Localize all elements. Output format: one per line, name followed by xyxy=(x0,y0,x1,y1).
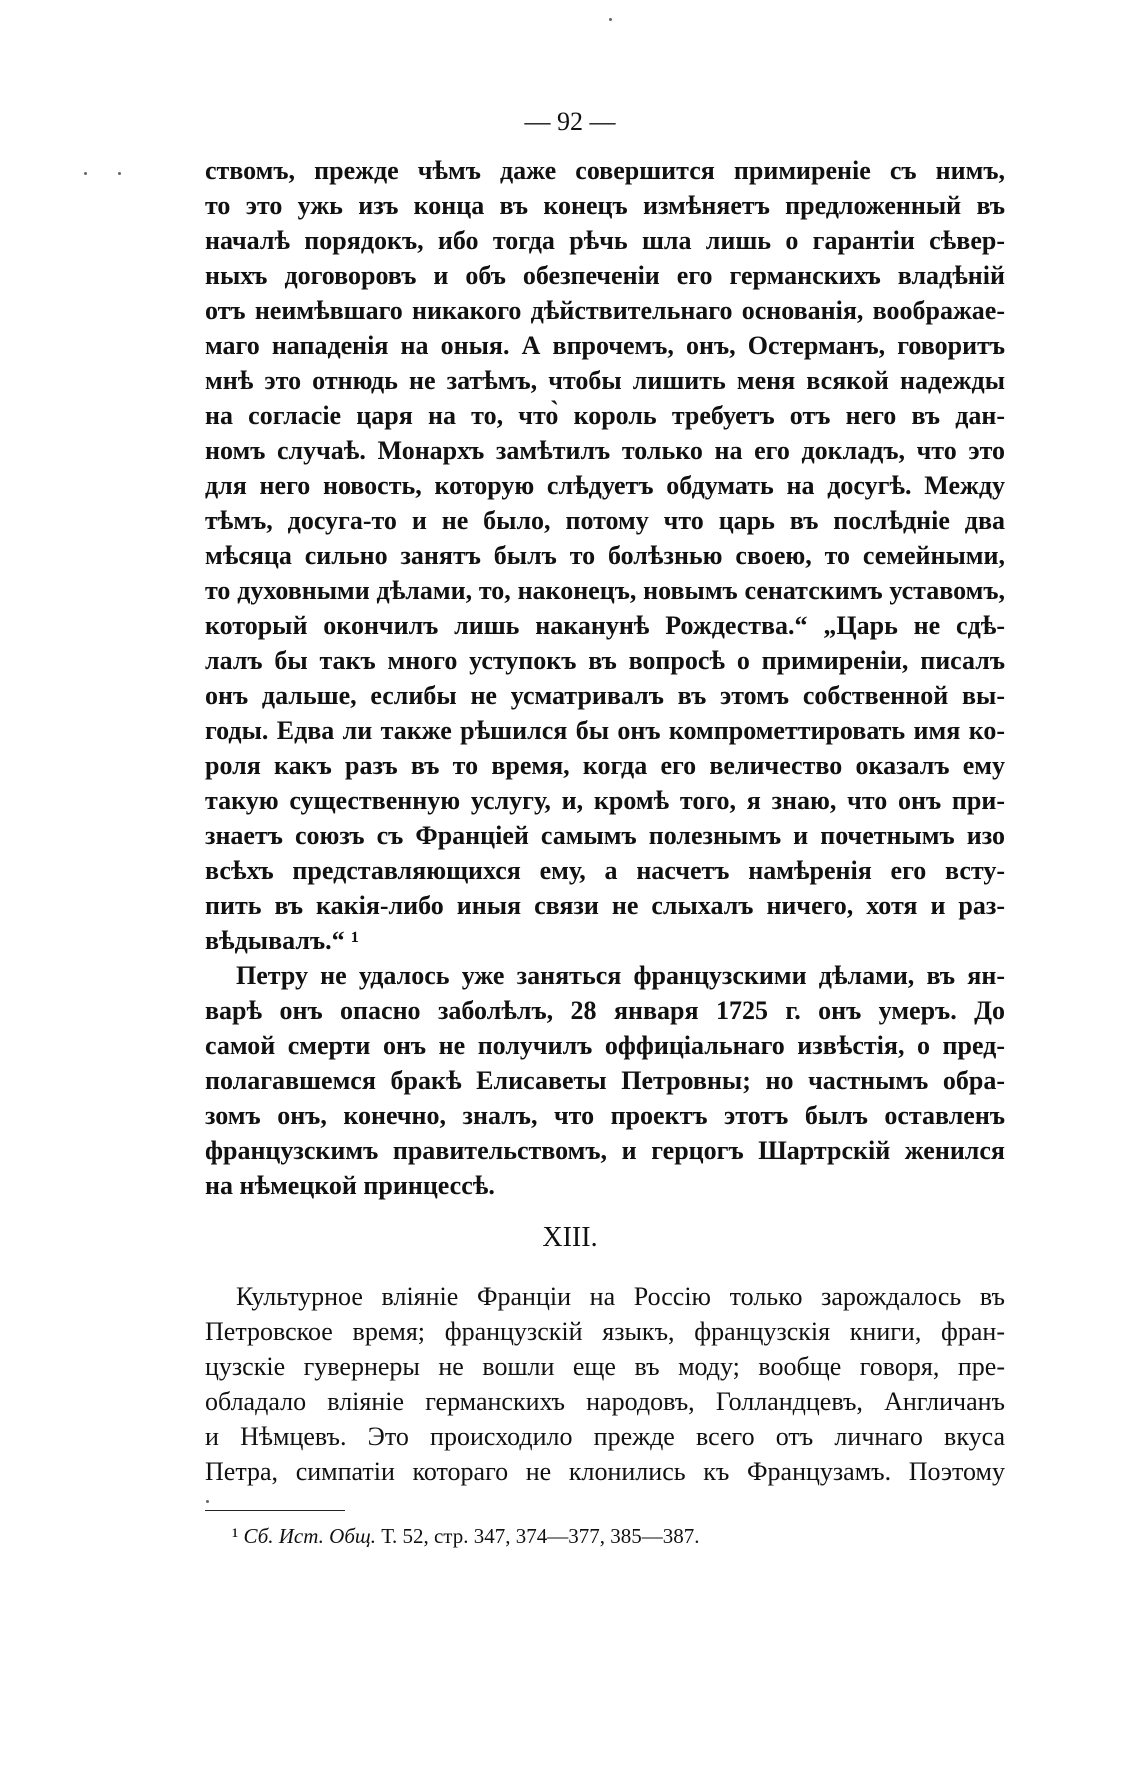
text-line: такую существенную услугу, и, кромѣ того, я знаю, что онъ при- xyxy=(205,786,1005,815)
text-line: началѣ порядокъ, ибо тогда рѣчь шла лишь о гарантіи сѣвер- xyxy=(205,226,1005,255)
text-line: роля какъ разъ въ то время, когда его величество оказалъ ему xyxy=(205,751,1005,780)
footnote-marker: ¹ xyxy=(232,1524,239,1548)
text-line: на согласіе царя на то, что̀ король требуетъ отъ него въ дан- xyxy=(205,401,1005,430)
text-line: лалъ бы такъ много уступокъ въ вопросѣ о примиреніи, писалъ xyxy=(205,646,1005,675)
footnote xyxy=(232,1524,699,1549)
text-line: зомъ онъ, конечно, зналъ, что проектъ этотъ былъ оставленъ xyxy=(205,1101,1005,1130)
text-line: отъ неимѣвшаго никакого дѣйствительнаго основанія, воображае- xyxy=(205,296,1005,325)
scan-speck xyxy=(206,1500,209,1503)
text-line: то духовными дѣлами, то, наконецъ, новымъ сенатскимъ уставомъ, xyxy=(205,576,1005,605)
text-line: маго нападенія на оныя. А впрочемъ, онъ, Остерманъ, говоритъ xyxy=(205,331,1005,360)
scan-speck xyxy=(84,172,87,175)
text-line: онъ дальше, еслибы не усматривалъ въ этомъ собственной вы- xyxy=(205,681,1005,710)
text-line: Петровское время; французскій языкъ, французскія книги, фран- xyxy=(205,1317,1005,1346)
text-line: самой смерти онъ не получилъ оффиціальнаго извѣстія, о пред- xyxy=(205,1031,1005,1060)
scan-speck xyxy=(118,172,121,175)
text-line: который окончилъ лишь наканунѣ Рождества.“ „Царь не сдѣ- xyxy=(205,611,1005,640)
text-line: мнѣ это отнюдь не затѣмъ, чтобы лишить меня всякой надежды xyxy=(205,366,1005,395)
text-line: тѣмъ, досуга-то и не было, потому что царь въ послѣдніе два xyxy=(205,506,1005,535)
text-line: французскимъ правительствомъ, и герцогъ Шартрскій женился xyxy=(205,1136,1005,1165)
text-line: Культурное вліяніе Франціи на Россію только зарождалось въ xyxy=(236,1282,1005,1311)
text-line: обладало вліяніе германскихъ народовъ, Голландцевъ, Англичанъ xyxy=(205,1387,1005,1416)
text-line: Петра, симпатіи котораго не клонились къ Французамъ. Поэтому xyxy=(205,1457,1005,1486)
text-line: мѣсяца сильно занятъ былъ то болѣзнью своею, то семейными, xyxy=(205,541,1005,570)
text-line: вѣдывалъ.“ ¹ xyxy=(205,926,359,955)
text-line: знаетъ союзъ съ Франціей самымъ полезнымъ и почетнымъ изо xyxy=(205,821,1005,850)
text-line: на нѣмецкой принцессѣ. xyxy=(205,1171,495,1200)
text-line: ствомъ, прежде чѣмъ даже совершится примиреніе съ нимъ, xyxy=(205,156,1005,185)
text-line: варѣ онъ опасно заболѣлъ, 28 января 1725 г. онъ умеръ. До xyxy=(205,996,1005,1025)
text-line: то это ужь изъ конца въ конецъ измѣняетъ предложенный въ xyxy=(205,191,1005,220)
text-line: пить въ какія-либо иныя связи не слыхалъ ничего, хотя и раз- xyxy=(205,891,1005,920)
footnote-reference: Т. 52, стр. 347, 374—377, 385—387. xyxy=(381,1524,700,1548)
text-line: для него новость, которую слѣдуетъ обдумать на досугѣ. Между xyxy=(205,471,1005,500)
text-line: номъ случаѣ. Монархъ замѣтилъ только на его докладъ, что это xyxy=(205,436,1005,465)
footnote-rule xyxy=(205,1510,345,1511)
scan-speck xyxy=(609,18,612,21)
text-line: годы. Едва ли также рѣшился бы онъ компрометтировать имя ко- xyxy=(205,716,1005,745)
text-line: Петру не удалось уже заняться французскими дѣлами, въ ян- xyxy=(236,961,1005,990)
text-line: цузскіе гувернеры не вошли еще въ моду; вообще говоря, пре- xyxy=(205,1352,1005,1381)
section-heading: XIII. xyxy=(542,1222,598,1253)
footnote-source: Сб. Ист. Общ. xyxy=(243,1524,376,1548)
text-line: всѣхъ представляющихся ему, а насчетъ намѣренія его всту- xyxy=(205,856,1005,885)
page-number: — 92 — xyxy=(524,107,616,136)
text-line: полагавшемся бракѣ Елисаветы Петровны; но частнымъ обра- xyxy=(205,1066,1005,1095)
text-line: и Нѣмцевъ. Это происходило прежде всего отъ личнаго вкуса xyxy=(205,1422,1005,1451)
text-line: ныхъ договоровъ и объ обезпеченіи его германскихъ владѣній xyxy=(205,261,1005,290)
